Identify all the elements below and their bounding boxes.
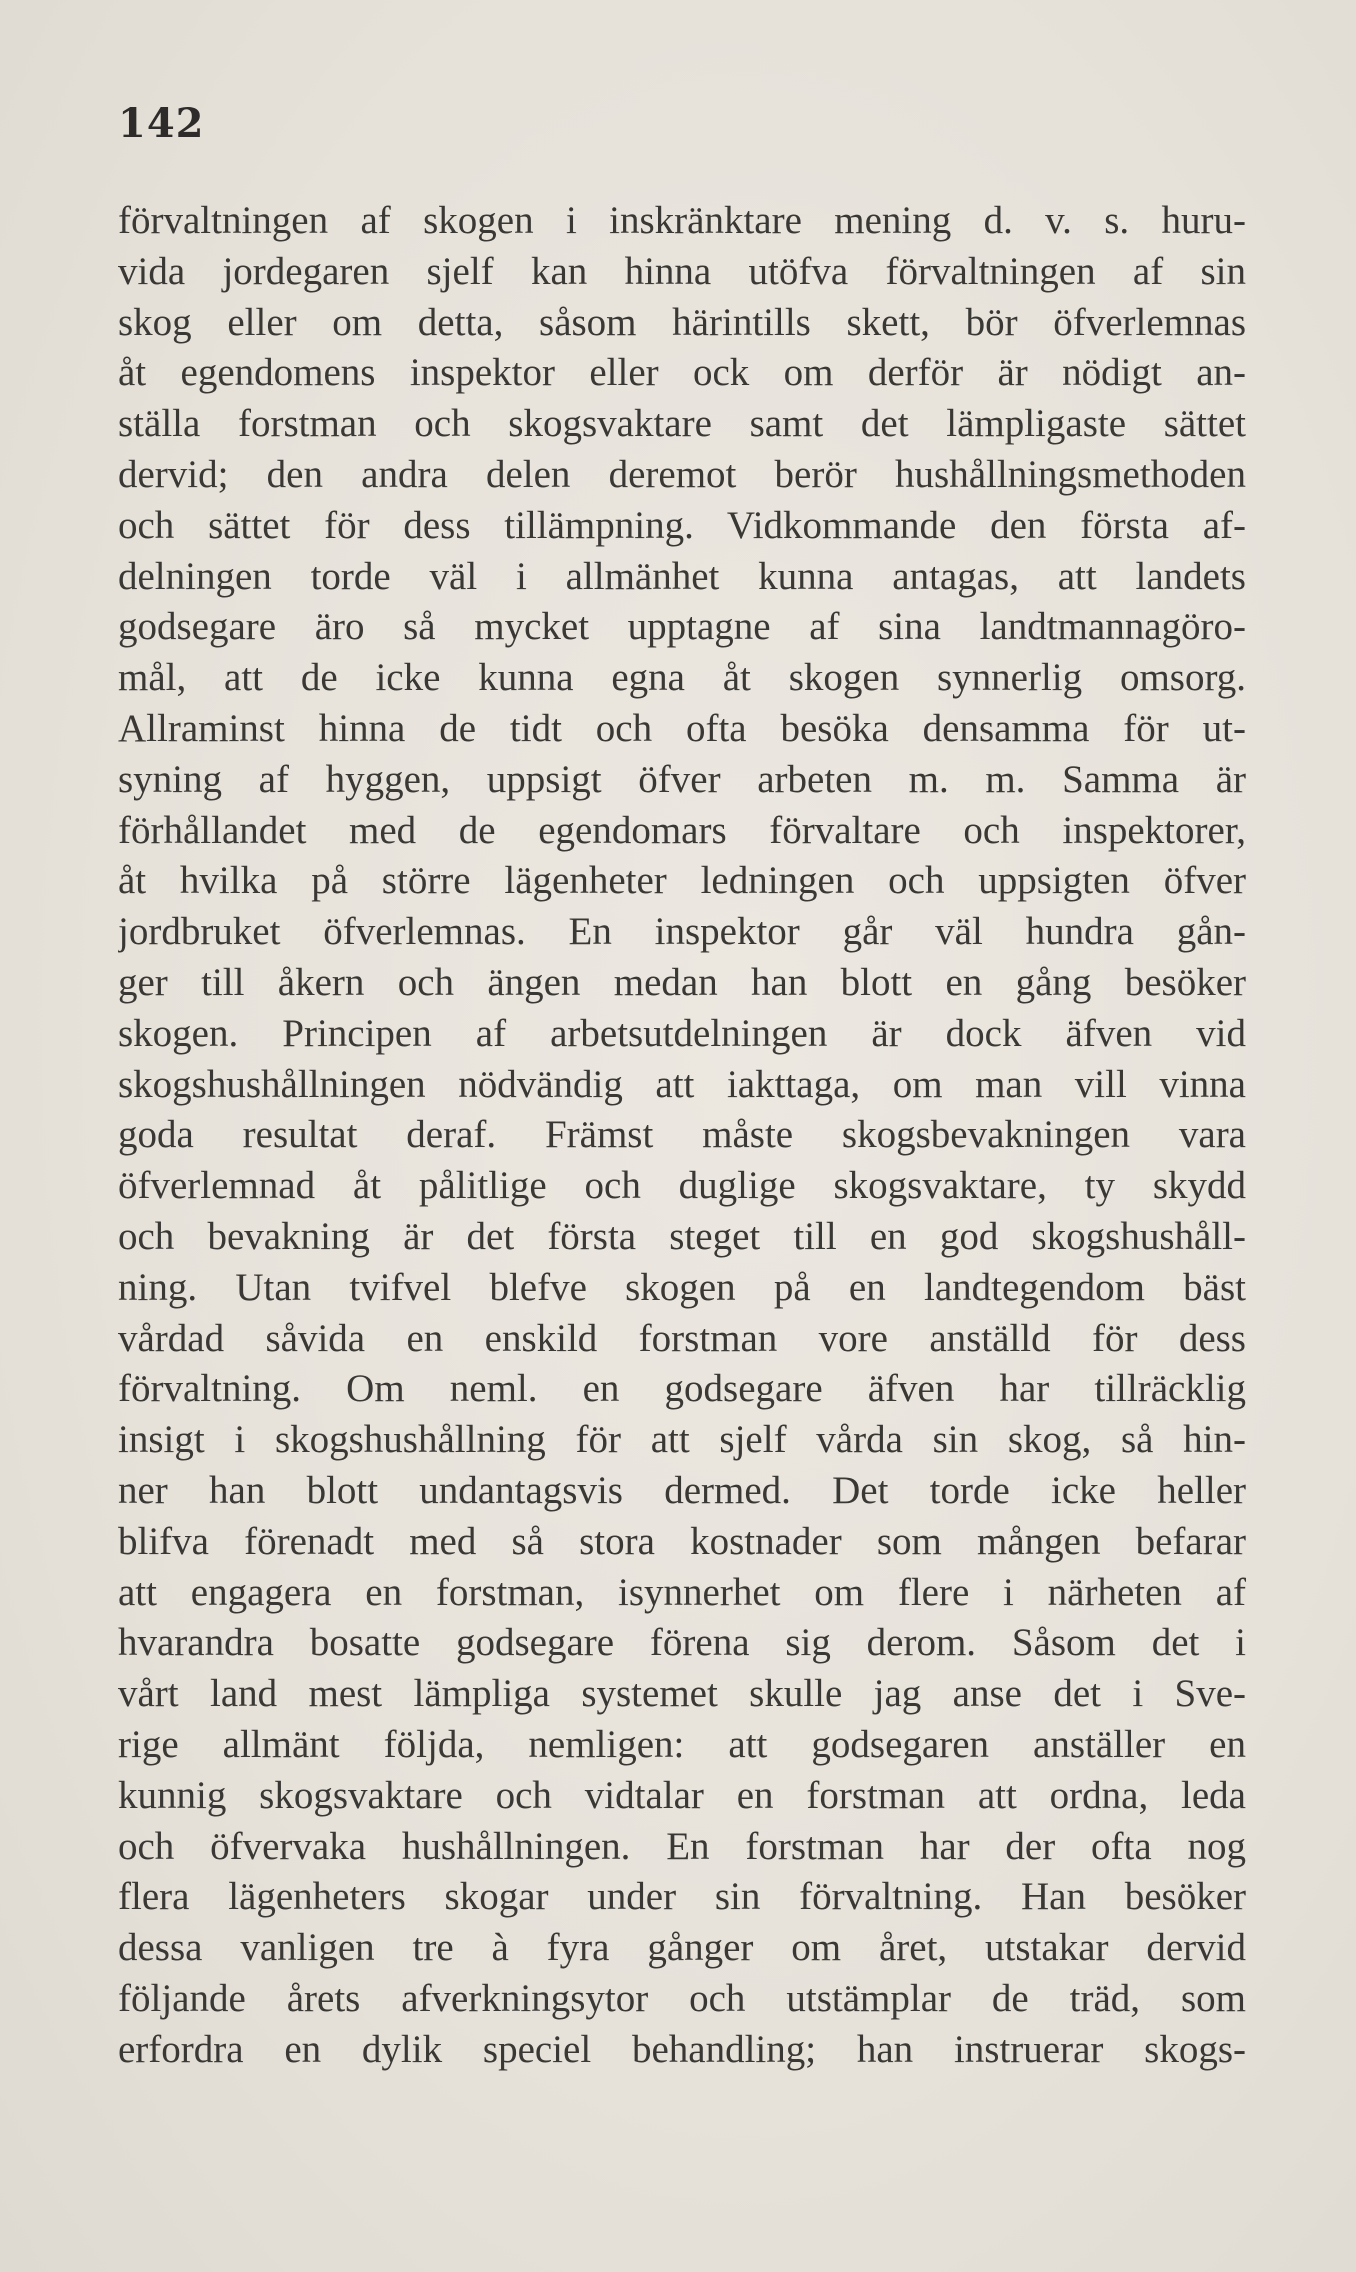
text-line: insigt i skogshushållning för att sjelf vårda sin skog, så hin- — [118, 1418, 1246, 1462]
text-line: dessa vanligen tre à fyra gånger om året, utstakar dervid — [118, 1926, 1246, 1970]
text-line: dervid; den andra delen deremot berör hushållningsmethoden — [118, 452, 1246, 496]
text-line: kunnig skogsvaktare och vidtalar en forstman att ordna, leda — [118, 1773, 1246, 1817]
text-line: ställa forstman och skogsvaktare samt det lämpligaste sättet — [118, 402, 1246, 446]
text-line: förvaltningen af skogen i inskränktare mening d. v. s. huru- — [118, 199, 1246, 242]
text-line: flera lägenheters skogar under sin förvaltning. Han besöker — [118, 1875, 1246, 1919]
text-line: åt egendomens inspektor eller ock om derför är nödigt an- — [118, 351, 1246, 395]
text-line: rige allmänt följda, nemligen: att godsegaren anställer en — [118, 1722, 1246, 1766]
text-line: vårdad såvida en enskild forstman vore anställd för dess — [118, 1316, 1246, 1360]
text-line: delningen torde väl i allmänhet kunna antagas, att landets — [118, 554, 1246, 598]
text-line: och bevakning är det första steget till en god skogshushåll- — [118, 1214, 1246, 1258]
text-line: goda resultat deraf. Främst måste skogsbevakningen vara — [118, 1113, 1246, 1157]
text-line: vårt land mest lämpliga systemet skulle jag anse det i Sve- — [118, 1672, 1246, 1716]
text-line: skogshushållningen nödvändig att iakttaga, om man vill vinna — [118, 1062, 1246, 1106]
page-number: 142 — [118, 100, 205, 147]
text-line: åt hvilka på större lägenheter ledningen och uppsigten öfver — [118, 859, 1246, 903]
text-line: och öfvervaka hushållningen. En forstman har der ofta nog — [118, 1824, 1246, 1868]
text-line: ning. Utan tvifvel blefve skogen på en landtegendom bäst — [118, 1265, 1246, 1309]
text-line: ger till åkern och ängen medan han blott en gång besöker — [118, 960, 1246, 1004]
text-line: skogen. Principen af arbetsutdelningen är dock äfven vid — [118, 1011, 1246, 1055]
text-line: och sättet för dess tillämpning. Vidkommande den första af- — [118, 503, 1246, 547]
text-line: öfverlemnad åt pålitlige och duglige skogsvaktare, ty skydd — [118, 1164, 1246, 1208]
text-line: erfordra en dylik speciel behandling; han instruerar skogs- — [118, 2027, 1246, 2071]
text-line: hvarandra bosatte godsegare förena sig derom. Såsom det i — [118, 1621, 1246, 1665]
text-line: blifva förenadt med så stora kostnader som mången befarar — [118, 1519, 1246, 1563]
body-text — [118, 196, 1246, 2075]
text-line: mål, att de icke kunna egna åt skogen synnerlig omsorg. — [118, 656, 1246, 700]
text-line: skog eller om detta, såsom härintills skett, bör öfverlemnas — [118, 300, 1246, 344]
text-line: ner han blott undantagsvis dermed. Det torde icke heller — [118, 1468, 1246, 1512]
text-line: syning af hyggen, uppsigt öfver arbeten m. m. Samma är — [118, 757, 1246, 801]
text-line: Allraminst hinna de tidt och ofta besöka densamma för ut- — [118, 706, 1246, 750]
text-line: följande årets afverkningsytor och utstämplar de träd, som — [118, 1976, 1246, 2020]
text-line: godsegare äro så mycket upptagne af sina landtmannagöro- — [118, 605, 1246, 649]
text-line: jordbruket öfverlemnas. En inspektor går väl hundra gån- — [118, 910, 1246, 954]
text-line: vida jordegaren sjelf kan hinna utöfva förvaltningen af sin — [118, 249, 1246, 293]
text-line: att engagera en forstman, isynnerhet om flere i närheten af — [118, 1570, 1246, 1614]
text-line: förvaltning. Om neml. en godsegare äfven har tillräcklig — [118, 1367, 1246, 1411]
text-line: förhållandet med de egendomars förvaltare och inspektorer, — [118, 808, 1246, 852]
